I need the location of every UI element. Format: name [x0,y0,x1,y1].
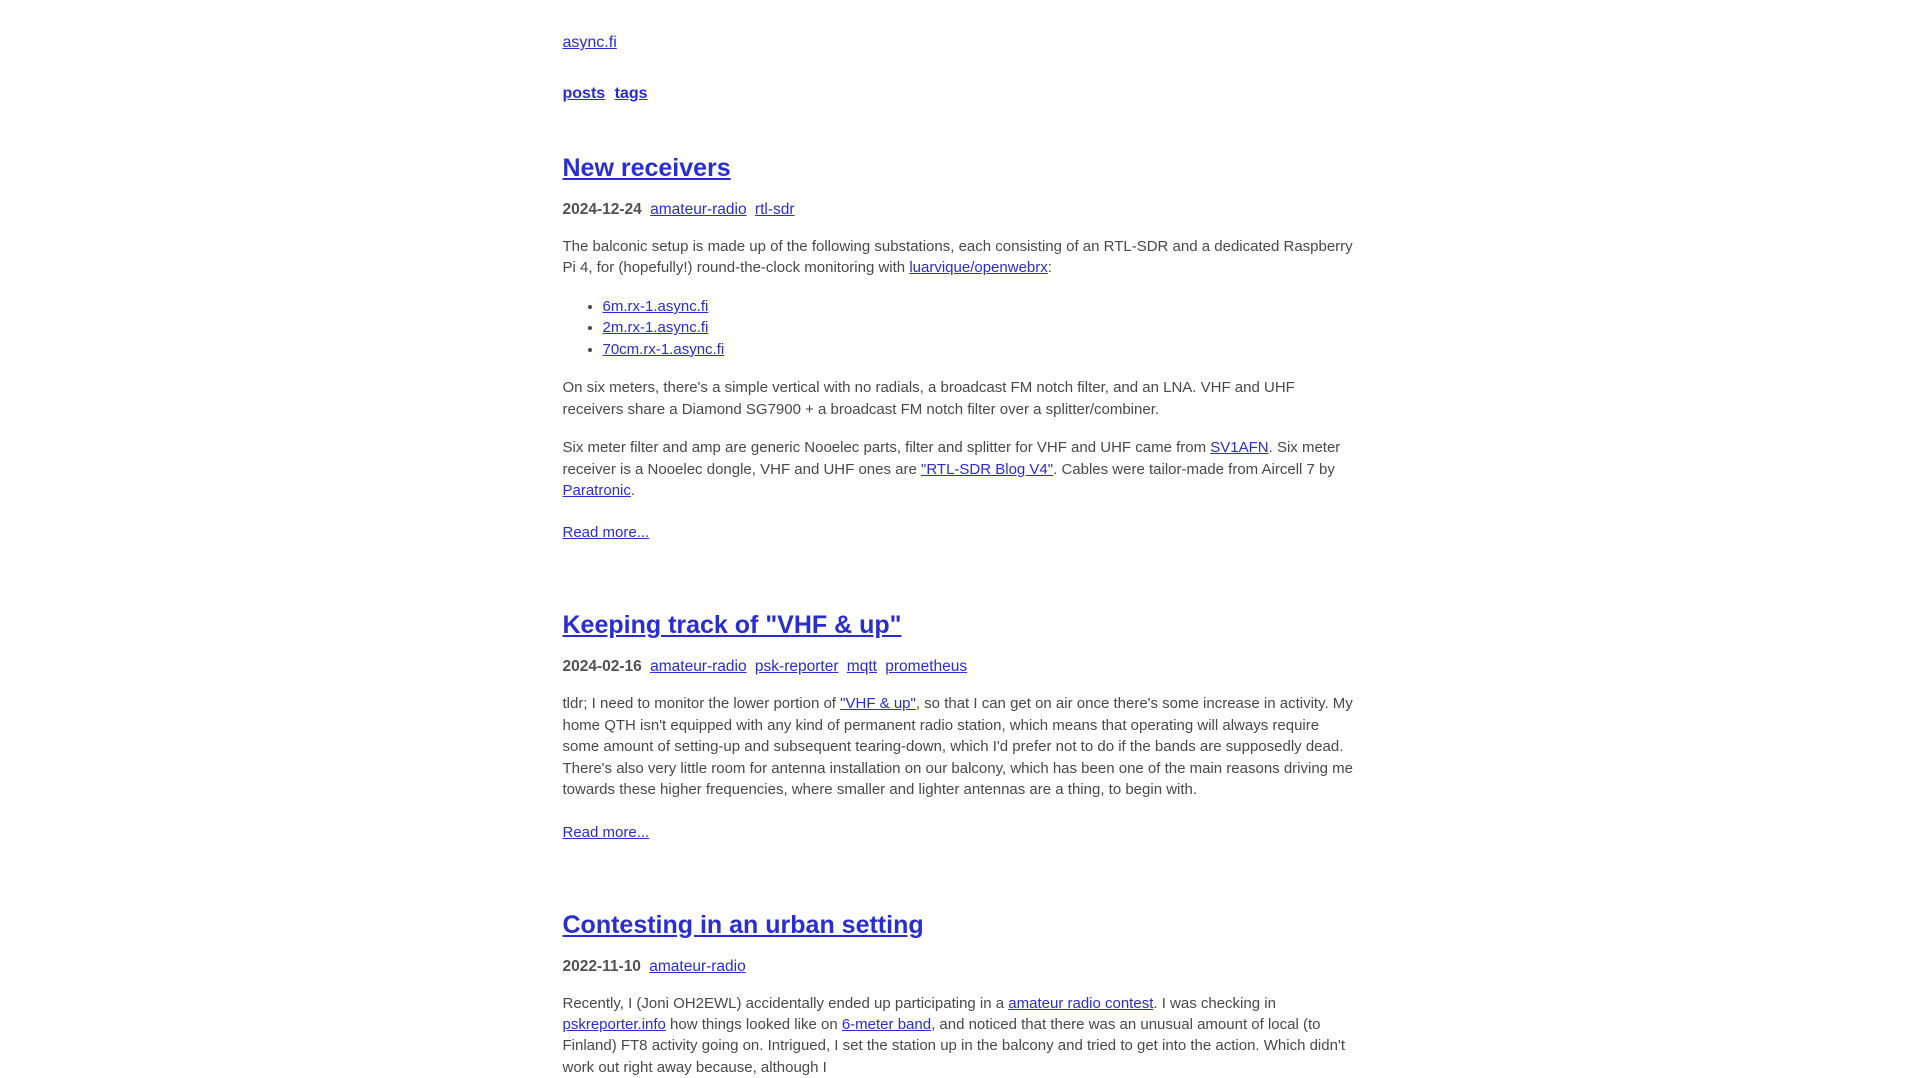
inline-link[interactable]: amateur radio contest [1008,994,1154,1012]
tag-link[interactable]: mqtt [846,658,877,676]
inline-link[interactable]: Paratronic [562,481,631,499]
post-paragraph: The balconic setup is made up of the following substations, each consisting of an RTL-SDR and a dedicated Raspberry Pi 4, for (hopefully!) round-the-clock monitoring with luarvique/openwebrx: [562,238,1353,277]
post-paragraph: On six meters, there's a simple vertical with no radials, a broadcast FM notch filter, and an LNA. VHF and UHF receivers share a Diamond SG7900 + a broadcast FM notch filter over a splitter/combiner. [562,379,1295,418]
list-item [603,339,1358,360]
post-title-link[interactable]: Keeping track of "VHF & up" [562,611,902,640]
list-item [603,296,1358,317]
tag-link[interactable]: amateur-radio [650,201,747,218]
inline-link[interactable]: 70cm.rx-1.async.fi [602,340,725,358]
post-paragraph: Recently, I (Joni OH2EWL) accidentally ended up participating in a amateur radio contest. I was checking in pskreporter.info how things looked like on 6-meter band, and noticed that there was an unusual amount of local (to Finland) FT8 activity going on. Intrigued, I set the station up in the balcony and tried to get into the action. Which didn't work out right away because, although I [562,994,1345,1076]
post-paragraph: tldr; I need to monitor the lower portion of "VHF & up", so that I can get on air once there's some increase in activity. My home QTH isn't equipped with any kind of permanent radio station, which means that operating will always require some amount of setting-up and subsequent tearing-down, which I'd prefer not to do if the bands are supposedly dead. There's also very little room for antenna installation on our balcony, which has been one of the main reasons driving me towards these higher frequencies, where smaller and lighter antennas are a thing, to begin with. [562,695,1354,799]
tag-link[interactable]: amateur-radio [650,658,747,676]
post-title-link[interactable]: Contesting in an urban setting [562,910,924,939]
post-title [563,610,1358,640]
nav-link-tags[interactable]: tags [614,85,648,102]
tag-link[interactable]: psk-reporter [754,658,839,676]
nav-link-posts[interactable]: posts [562,85,606,102]
post-title [563,910,1358,940]
page-container [543,0,1378,1078]
site-title-link[interactable]: async.fi [562,34,617,51]
inline-link[interactable]: luarvique/openwebrx [909,259,1048,277]
post-list [563,296,1358,360]
tag-link[interactable]: rtl-sdr [754,201,795,218]
inline-link[interactable]: 2m.rx-1.async.fi [602,319,709,337]
inline-link[interactable]: "VHF & up" [840,695,916,713]
inline-link[interactable]: SV1AFN [1210,439,1269,457]
inline-link[interactable]: "RTL-SDR Blog V4" [921,460,1054,478]
post [563,610,1358,841]
read-more-link[interactable]: Read more... [562,524,650,542]
post-tags [650,201,798,218]
post-content [563,693,1358,800]
post-date: 2022-11-10 [562,957,641,975]
read-more-link[interactable]: Read more... [562,823,650,841]
main-nav [563,85,1358,103]
site-header [563,34,1358,52]
post-content [563,993,1358,1078]
tag-link[interactable]: prometheus [885,658,968,676]
post-content [563,236,1358,501]
post-meta [563,958,1358,976]
list-item [603,317,1358,338]
post-meta [563,201,1358,219]
post [563,153,1358,542]
post-title [563,153,1358,183]
post-tags [649,958,750,975]
post-tags [650,658,971,675]
post-date: 2024-02-16 [562,658,642,676]
post-date: 2024-12-24 [562,201,642,218]
inline-link[interactable]: pskreporter.info [562,1016,666,1033]
inline-link[interactable]: 6m.rx-1.async.fi [602,297,709,315]
post-paragraph: Six meter filter and amp are generic Nooelec parts, filter and splitter for VHF and UHF came from SV1AFN. Six meter receiver is a Nooelec dongle, VHF and UHF ones are "RTL-SDR Blog V4". Cables were tailor-made from Aircell 7 by Paratronic. [562,439,1341,499]
post-title-link[interactable]: New receivers [562,154,731,182]
posts-list [563,153,1358,1078]
inline-link[interactable]: 6-meter band [841,1016,932,1033]
post-meta [563,658,1358,676]
post [563,910,1358,1078]
tag-link[interactable]: amateur-radio [649,957,746,975]
